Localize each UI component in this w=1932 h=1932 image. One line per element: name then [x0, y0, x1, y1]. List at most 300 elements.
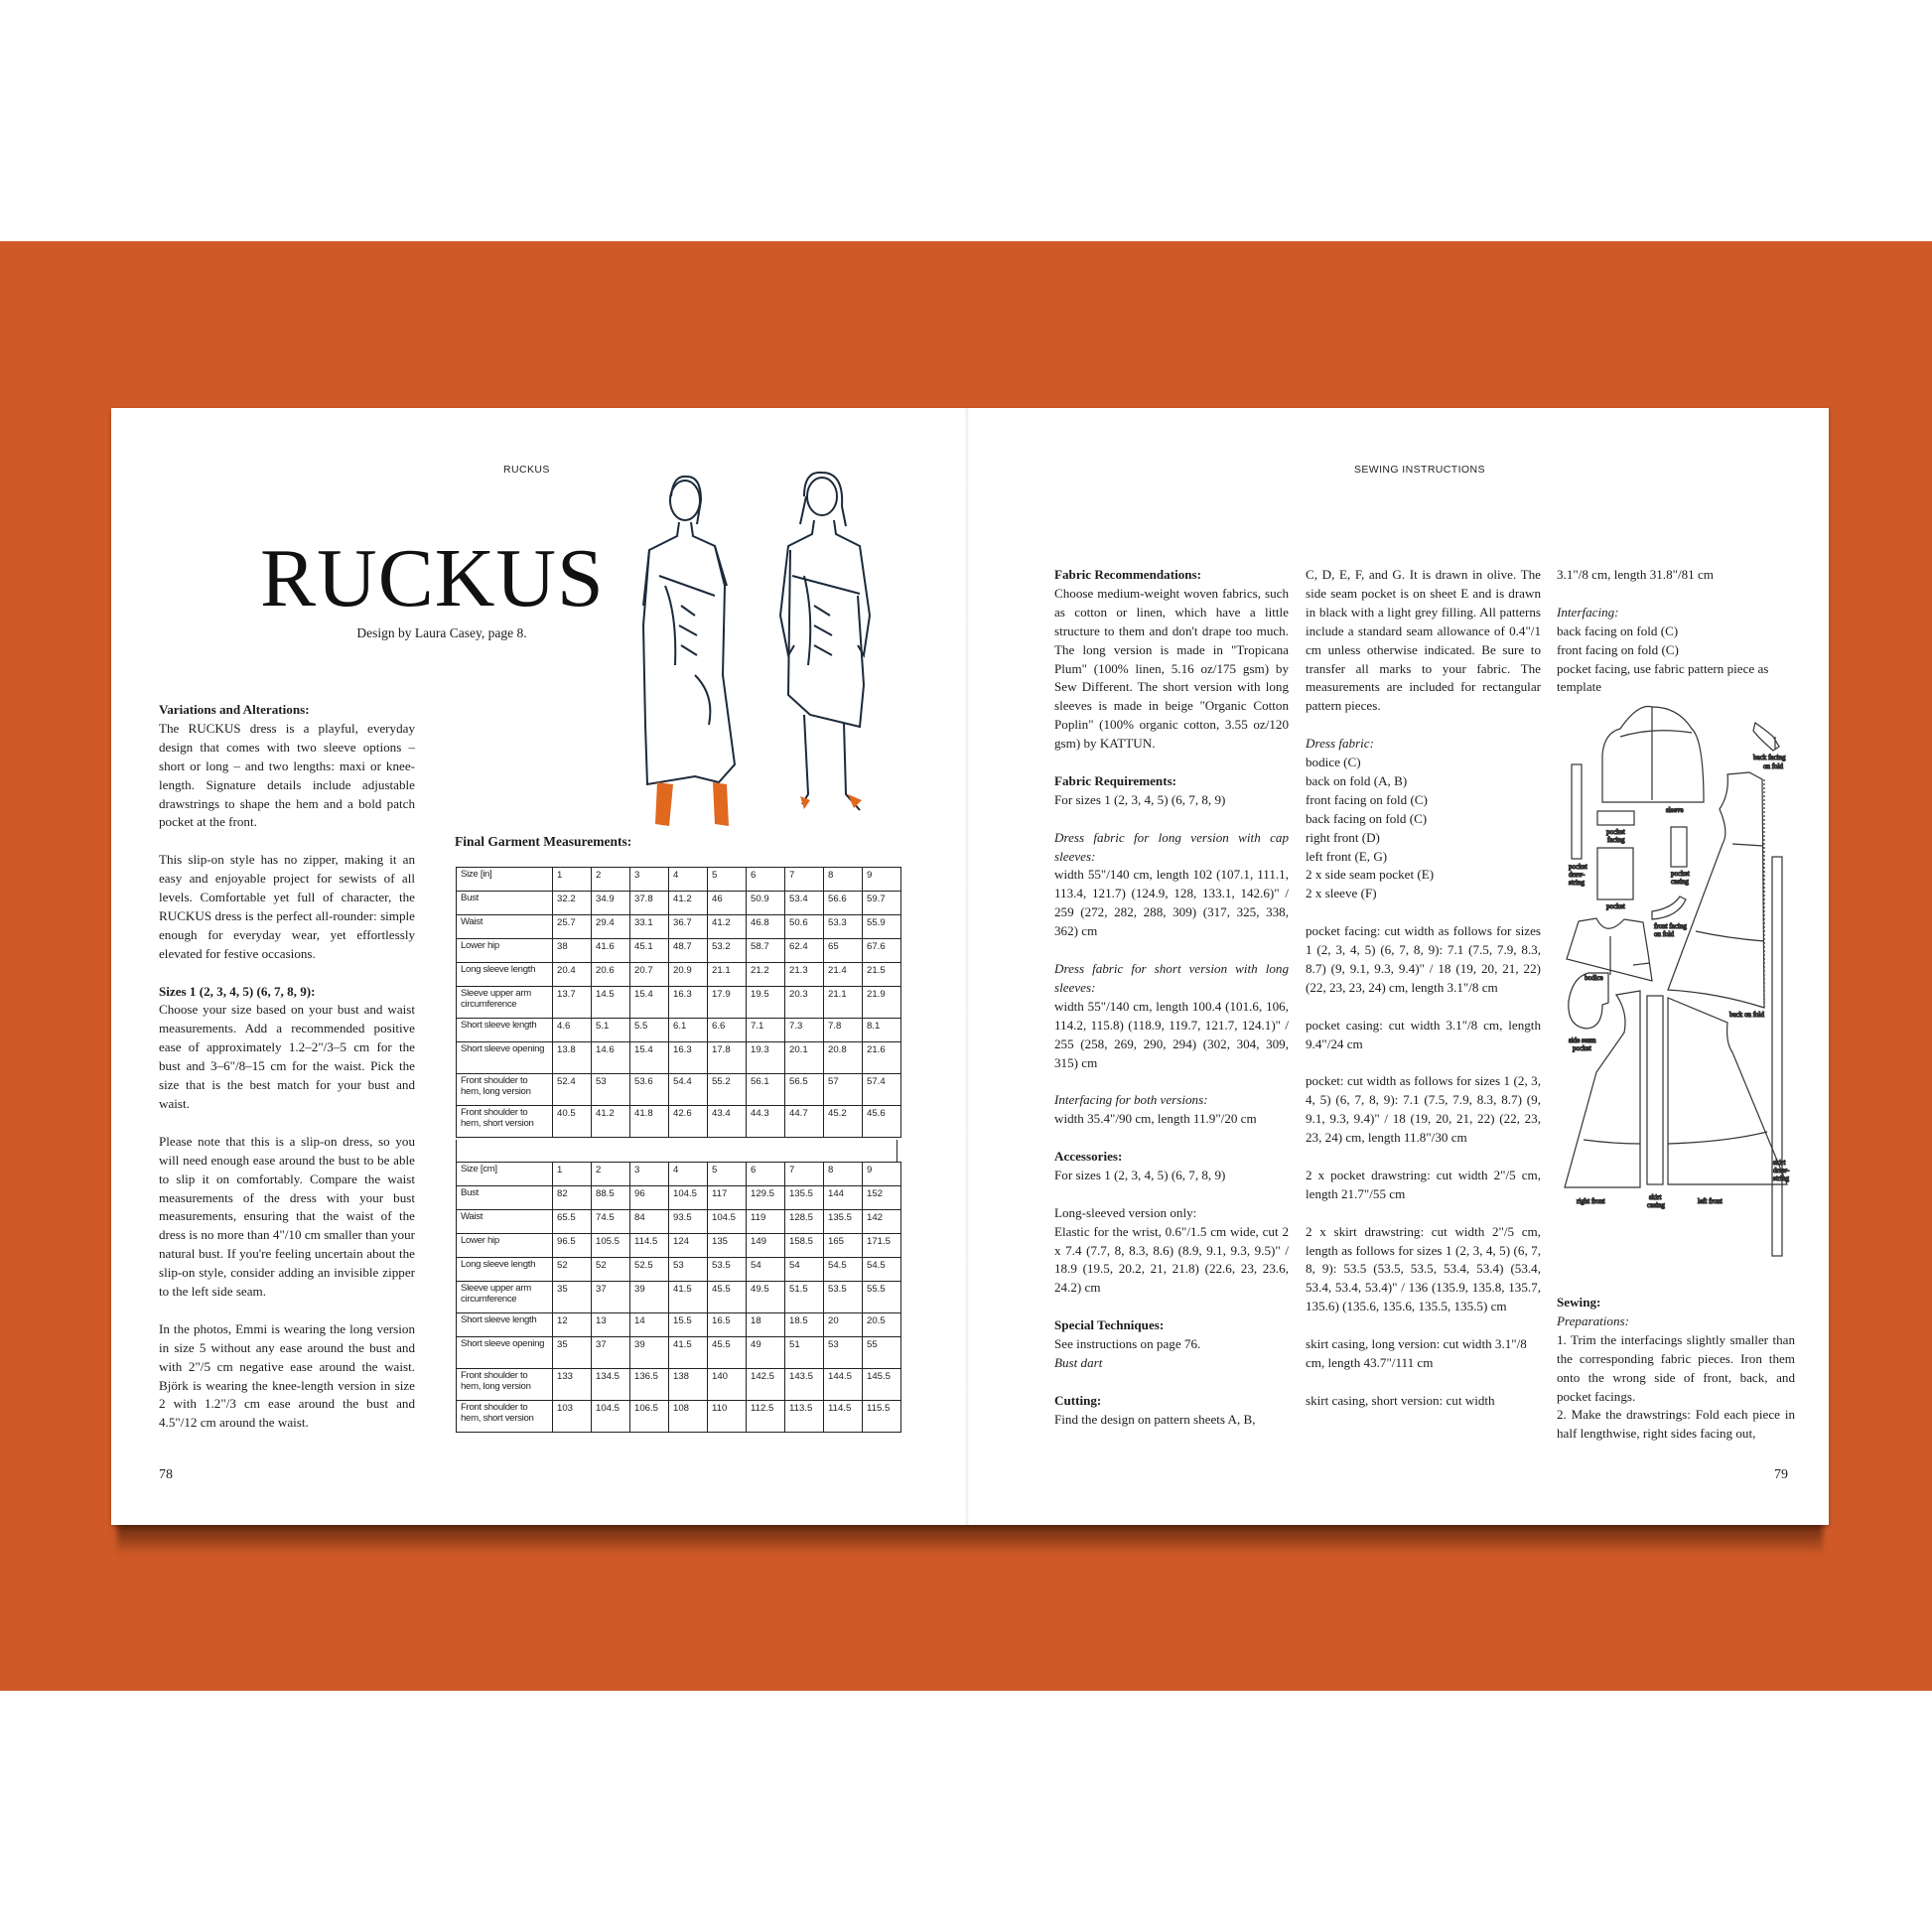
- sizes-paragraph-1: Choose your size based on your bust and waist measurements. Add a recommended positive ease of approximately 1.2–2"/3–5 cm for the bust and 3–6"/8–15 cm for the waist. Pick the size that is the best match for your bust and waist.: [159, 1002, 415, 1111]
- cutting-text-1: Find the design on pattern sheets A, B,: [1054, 1411, 1256, 1427]
- table-size-header: 3: [630, 868, 669, 892]
- table-cell: 53.3: [824, 915, 863, 939]
- measurements-table-cm: [456, 1162, 901, 1433]
- table-cell: 21.9: [863, 987, 901, 1019]
- table-cell: 14: [630, 1313, 669, 1337]
- interfacing-label: Interfacing:: [1557, 604, 1619, 620]
- fabric-rec-text: Choose medium-weight woven fabrics, such as cotton or linen, which have a little structure to them and don't drape too much. The long version is made in "Tropicana Plum" (100% linen, 5.16 oz/175 gsm) by Sew Different. The short version with long sleeves is made in beige "Organic Cotton Poplin" (100% organic cotton, 3.55 oz/120 gsm) by KATTUN.: [1054, 585, 1289, 752]
- table-cell: 20.8: [824, 1042, 863, 1074]
- table-cell: 104.5: [669, 1186, 708, 1210]
- table-cell: 4.6: [553, 1019, 592, 1042]
- table-cell: 113.5: [785, 1401, 824, 1433]
- table-cell: 65: [824, 939, 863, 963]
- label-skirt-drawstring-2: draw-: [1773, 1167, 1790, 1174]
- table-cell: 54: [785, 1258, 824, 1282]
- table-cell: 53: [669, 1258, 708, 1282]
- running-head-left: RUCKUS: [503, 464, 550, 476]
- table-row-label: Short sleeve opening: [457, 1337, 553, 1369]
- table-cell: 20: [824, 1313, 863, 1337]
- table-cell: 14.6: [592, 1042, 630, 1074]
- accessories-heading: Accessories:: [1054, 1149, 1123, 1165]
- label-bodice: bodice: [1585, 974, 1603, 982]
- special-heading: Special Techniques:: [1054, 1317, 1165, 1333]
- table-spacer-row: [456, 1140, 897, 1162]
- table-cell: 41.2: [592, 1106, 630, 1138]
- sizes-heading: Sizes 1 (2, 3, 4, 5) (6, 7, 8, 9):: [159, 983, 316, 999]
- label-side-seam-pocket-2: pocket: [1573, 1044, 1591, 1052]
- table-row: [457, 1258, 901, 1282]
- table-cell: 15.4: [630, 1042, 669, 1074]
- table-cell: 45.2: [824, 1106, 863, 1138]
- table-cell: 129.5: [747, 1186, 785, 1210]
- interfacing-item: pocket facing, use fabric pattern piece as template: [1557, 660, 1769, 695]
- table-cell: 93.5: [669, 1210, 708, 1234]
- table-size-header: 2: [592, 1163, 630, 1186]
- table-cell: 20.6: [592, 963, 630, 987]
- table-cell: 33.1: [630, 915, 669, 939]
- skirt-casing-short-text-1: skirt casing, short version: cut width: [1306, 1392, 1495, 1408]
- table-cell: 171.5: [863, 1234, 901, 1258]
- table-cell: 56.6: [824, 892, 863, 915]
- table-cell: 152: [863, 1186, 901, 1210]
- table-size-header: 9: [863, 1163, 901, 1186]
- label-side-seam-pocket: side seam: [1569, 1036, 1596, 1044]
- table-row-label: Sleeve upper arm circumference: [457, 987, 553, 1019]
- dress-fabric-item: 2 x sleeve (F): [1306, 886, 1377, 901]
- table-cell: 45.1: [630, 939, 669, 963]
- table-cell: 15.4: [630, 987, 669, 1019]
- table-cell: 140: [708, 1369, 747, 1401]
- special-text: See instructions on page 76.: [1054, 1336, 1201, 1352]
- table-row: [457, 1106, 901, 1138]
- dress-fabric-item: back facing on fold (C): [1306, 810, 1428, 826]
- dress-fabric-item: 2 x side seam pocket (E): [1306, 867, 1435, 883]
- sewing-section: [1557, 1294, 1795, 1462]
- preparations-label: Preparations:: [1557, 1312, 1629, 1328]
- table-cell: 21.5: [863, 963, 901, 987]
- long-sleeved-only: Long-sleeved version only:: [1054, 1204, 1197, 1220]
- table-cell: 32.2: [553, 892, 592, 915]
- table-cell: 54.4: [669, 1074, 708, 1106]
- sewing-step-1: 1. Trim the interfacings slightly smaller than the corresponding fabric pieces. Iron them onto the wrong side of front, back, and pocket facings.: [1557, 1331, 1795, 1404]
- page-number-right: 79: [1774, 1467, 1788, 1482]
- piece-right-front: [1565, 991, 1640, 1187]
- label-back-on-fold: back on fold: [1729, 1011, 1764, 1019]
- variations-paragraph-2: This slip-on style has no zipper, making it an easy and enjoyable project for sewists of all levels. Comfortable yet full of character, the RUCKUS dress is the perfect all-rounder: simple enough for everyday wear, yet effortlessly elevated for festive occasions.: [159, 852, 415, 961]
- table-unit-header: Size [in]: [457, 868, 553, 892]
- table-cell: 19.5: [747, 987, 785, 1019]
- table-cell: 103: [553, 1401, 592, 1433]
- table-cell: 135: [708, 1234, 747, 1258]
- table-row: [457, 1313, 901, 1337]
- table-cell: 52.4: [553, 1074, 592, 1106]
- label-back-facing: back facing: [1753, 754, 1786, 761]
- label-skirt-drawstring: skirt: [1773, 1159, 1786, 1167]
- table-cell: 37.8: [630, 892, 669, 915]
- label-pocket-casing-2: casing: [1671, 878, 1689, 886]
- table-cell: 13.8: [553, 1042, 592, 1074]
- table-cell: 16.3: [669, 987, 708, 1019]
- table-cell: 114.5: [824, 1401, 863, 1433]
- table-size-header: 5: [708, 868, 747, 892]
- table-row-label: Short sleeve length: [457, 1313, 553, 1337]
- long-version-label: Dress fabric for long version with cap sleeves:: [1054, 829, 1289, 864]
- table-cell: 55: [863, 1337, 901, 1369]
- table-cell: 67.6: [863, 939, 901, 963]
- table-cell: 133: [553, 1369, 592, 1401]
- table-cell: 21.1: [708, 963, 747, 987]
- table-cell: 44.3: [747, 1106, 785, 1138]
- boot-right: [713, 782, 729, 826]
- piece-left-front: [1668, 998, 1787, 1184]
- table-cell: 37: [592, 1282, 630, 1313]
- fabric-req-text: For sizes 1 (2, 3, 4, 5) (6, 7, 8, 9): [1054, 791, 1226, 807]
- label-skirt-casing: skirt: [1649, 1193, 1662, 1201]
- magazine-shadow: [117, 1521, 1823, 1555]
- fabric-rec-heading: Fabric Recommendations:: [1054, 567, 1202, 582]
- table-cell: 38: [553, 939, 592, 963]
- table-cell: 41.5: [669, 1337, 708, 1369]
- piece-pocket-casing: [1671, 827, 1687, 867]
- table-cell: 143.5: [785, 1369, 824, 1401]
- table-cell: 7.8: [824, 1019, 863, 1042]
- dress-fabric-label: Dress fabric:: [1306, 736, 1374, 752]
- table-size-header: 8: [824, 868, 863, 892]
- table-size-header: 4: [669, 868, 708, 892]
- sizes-paragraph-2: Please note that this is a slip-on dress, so you will need enough ease around the bust to be able to slip it on comfortably. Compare the waist measurements of the dress with your bust measurements, ensuring that the waist of the dress is no more than 4"/10 cm smaller than your natural bust. If you're feeling uncertain about the slip-on style, consider adding an invisible zipper to the left side seam.: [159, 1133, 415, 1300]
- pocket-casing-text: pocket casing: cut width 3.1"/8 cm, length 9.4"/24 cm: [1306, 1017, 1541, 1051]
- table-cell: 56.1: [747, 1074, 785, 1106]
- table-cell: 104.5: [592, 1401, 630, 1433]
- table-cell: 6.6: [708, 1019, 747, 1042]
- label-pocket-drawstring-3: string: [1569, 879, 1585, 887]
- table-cell: 104.5: [708, 1210, 747, 1234]
- short-version-text: width 55"/140 cm, length 100.4 (101.6, 106, 114.2, 115.8) (118.9, 119.7, 121.7, 124.1)" / 255 (258, 269, 290, 294) (302, 304, 309, 315) cm: [1054, 998, 1289, 1070]
- table-cell: 46.8: [747, 915, 785, 939]
- table-cell: 56.5: [785, 1074, 824, 1106]
- interfacing-both-text: width 35.4"/90 cm, length 11.9"/20 cm: [1054, 1111, 1257, 1127]
- table-cell: 54: [747, 1258, 785, 1282]
- table-cell: 7.3: [785, 1019, 824, 1042]
- right-column-3: [1557, 566, 1795, 716]
- piece-pocket-facing: [1597, 811, 1634, 825]
- table-cell: 19.3: [747, 1042, 785, 1074]
- elastic-text: Elastic for the wrist, 0.6"/1.5 cm wide, cut 2 x 7.4 (7.7, 8, 8.3, 8.6) (8.9, 9.1, 9.3, 9.5)" / 18.9 (19.5, 20.2, 21, 21.8) (22.6, 23, 23.6, 24.2) cm: [1054, 1223, 1289, 1296]
- table-header-row: [457, 1163, 901, 1186]
- table-row-label: Sleeve upper arm circumference: [457, 1282, 553, 1313]
- table-row: [457, 939, 901, 963]
- table-cell: 41.5: [669, 1282, 708, 1313]
- table-cell: 55.5: [863, 1282, 901, 1313]
- table-cell: 35: [553, 1282, 592, 1313]
- skirt-drawstring-text: 2 x skirt drawstring: cut width 2"/5 cm, length as follows for sizes 1 (2, 3, 4, 5) (6, 7, 8, 9): 53.5 (53.5, 53.5, 53.4, 53.4) (53.4, 53.4, 53.4, 53.4)" / 136 (135.9, 135.8, 135.7, 135.6) (135.6, 135.6, 135.5, 135.5) cm: [1306, 1223, 1541, 1314]
- table-cell: 16.5: [708, 1313, 747, 1337]
- label-sleeve: sleeve: [1666, 806, 1684, 814]
- label-skirt-drawstring-3: string: [1773, 1174, 1789, 1182]
- table-cell: 41.2: [708, 915, 747, 939]
- table-cell: 108: [669, 1401, 708, 1433]
- table-cell: 48.7: [669, 939, 708, 963]
- table-cell: 5.5: [630, 1019, 669, 1042]
- table-row: [457, 1074, 901, 1106]
- page-number-left: 78: [159, 1467, 173, 1482]
- table-cell: 16.3: [669, 1042, 708, 1074]
- table-row: [457, 1401, 901, 1433]
- table-row-label: Front shoulder to hem, short version: [457, 1401, 553, 1433]
- label-pocket-drawstring-2: draw-: [1569, 871, 1586, 879]
- table-row: [457, 963, 901, 987]
- table-row-label: Bust: [457, 892, 553, 915]
- table-cell: 144.5: [824, 1369, 863, 1401]
- table-cell: 53.5: [824, 1282, 863, 1313]
- table-row: [457, 1210, 901, 1234]
- table-cell: 15.5: [669, 1313, 708, 1337]
- label-pocket: pocket: [1606, 902, 1625, 910]
- table-cell: 53: [824, 1337, 863, 1369]
- table-cell: 41.2: [669, 892, 708, 915]
- table-cell: 54.5: [863, 1258, 901, 1282]
- measurements-table-inches: [456, 867, 901, 1138]
- label-pocket-facing: pocket: [1606, 828, 1625, 836]
- accessories-text: For sizes 1 (2, 3, 4, 5) (6, 7, 8, 9): [1054, 1167, 1226, 1182]
- table-row: [457, 1337, 901, 1369]
- label-skirt-casing-2: casing: [1647, 1201, 1665, 1209]
- table-cell: 117: [708, 1186, 747, 1210]
- shoe-right: [848, 794, 862, 808]
- variations-paragraph-1: The RUCKUS dress is a playful, everyday design that comes with two sleeve options – short or long – and two lengths: maxi or knee-length. Signature details include adjustable drawstrings to shape the hem and a bold patch pocket at the front.: [159, 720, 415, 830]
- table-size-header: 7: [785, 1163, 824, 1186]
- table-cell: 149: [747, 1234, 785, 1258]
- table-row-label: Lower hip: [457, 1234, 553, 1258]
- pocket-facing-text: pocket facing: cut width as follows for sizes 1 (2, 3, 4, 5) (6, 7, 8, 9): 7.1 (7.5, 7.9, 8.3, 8.7) (9, 9.1, 9.3, 9.4)" / 18 (19, 20, 21, 22) (22, 23, 23, 24) cm, length 3.1"/8 cm: [1306, 923, 1541, 995]
- table-cell: 96.5: [553, 1234, 592, 1258]
- table-cell: 52: [592, 1258, 630, 1282]
- table-row: [457, 1234, 901, 1258]
- table-cell: 119: [747, 1210, 785, 1234]
- table-cell: 52: [553, 1258, 592, 1282]
- table-cell: 13.7: [553, 987, 592, 1019]
- table-cell: 96: [630, 1186, 669, 1210]
- short-version-label: Dress fabric for short version with long sleeves:: [1054, 960, 1289, 995]
- table-cell: 37: [592, 1337, 630, 1369]
- table-cell: 34.9: [592, 892, 630, 915]
- label-front-facing-2: on fold: [1654, 930, 1675, 938]
- table-size-header: 9: [863, 868, 901, 892]
- table-cell: 53.5: [708, 1258, 747, 1282]
- magazine-spine: [965, 408, 969, 1525]
- table-cell: 106.5: [630, 1401, 669, 1433]
- table-cell: 20.9: [669, 963, 708, 987]
- table-cell: 49: [747, 1337, 785, 1369]
- table-row-label: Long sleeve length: [457, 1258, 553, 1282]
- table-row: [457, 892, 901, 915]
- interfacing-item: back facing on fold (C): [1557, 622, 1679, 638]
- table-cell: 35: [553, 1337, 592, 1369]
- table-cell: 51: [785, 1337, 824, 1369]
- running-head-right: SEWING INSTRUCTIONS: [1354, 464, 1485, 476]
- pattern-title: RUCKUS: [260, 532, 605, 624]
- table-cell: 57.4: [863, 1074, 901, 1106]
- table-cell: 128.5: [785, 1210, 824, 1234]
- table-cell: 49.5: [747, 1282, 785, 1313]
- interfacing-item: front facing on fold (C): [1557, 641, 1679, 657]
- table-cell: 82: [553, 1186, 592, 1210]
- table-cell: 55.9: [863, 915, 901, 939]
- table-cell: 14.5: [592, 987, 630, 1019]
- table-cell: 17.9: [708, 987, 747, 1019]
- table-cell: 134.5: [592, 1369, 630, 1401]
- table-cell: 54.5: [824, 1258, 863, 1282]
- pocket-drawstring-text: 2 x pocket drawstring: cut width 2"/5 cm, length 21.7"/55 cm: [1306, 1167, 1541, 1201]
- label-pocket-facing-2: facing: [1607, 836, 1625, 844]
- table-cell: 17.8: [708, 1042, 747, 1074]
- table-cell: 36.7: [669, 915, 708, 939]
- table-cell: 20.5: [863, 1313, 901, 1337]
- table-cell: 25.7: [553, 915, 592, 939]
- measurements-title: Final Garment Measurements:: [455, 834, 632, 849]
- table-row-label: Lower hip: [457, 939, 553, 963]
- table-row: [457, 1042, 901, 1074]
- table-cell: 8.1: [863, 1019, 901, 1042]
- table-size-header: 6: [747, 868, 785, 892]
- table-size-header: 7: [785, 868, 824, 892]
- table-cell: 145.5: [863, 1369, 901, 1401]
- label-right-front: right front: [1577, 1197, 1605, 1205]
- table-cell: 144: [824, 1186, 863, 1210]
- table-cell: 105.5: [592, 1234, 630, 1258]
- table-cell: 20.1: [785, 1042, 824, 1074]
- table-size-header: 1: [553, 868, 592, 892]
- sizes-paragraph-3: In the photos, Emmi is wearing the long version in size 5 without any ease around the bust and with 2"/5 cm negative ease around the waist. Björk is wearing the knee-length version in size 2 with 1.2"/3 cm ease around the bust and 4.5"/12 cm around the waist.: [159, 1320, 415, 1431]
- table-cell: 39: [630, 1282, 669, 1313]
- table-row: [457, 915, 901, 939]
- table-cell: 45.6: [863, 1106, 901, 1138]
- table-cell: 84: [630, 1210, 669, 1234]
- table-cell: 12: [553, 1313, 592, 1337]
- table-cell: 165: [824, 1234, 863, 1258]
- piece-skirt-drawstring: [1772, 857, 1782, 1256]
- dress-fabric-item: front facing on fold (C): [1306, 791, 1428, 807]
- table-cell: 21.6: [863, 1042, 901, 1074]
- table-cell: 136.5: [630, 1369, 669, 1401]
- table-cell: 59.7: [863, 892, 901, 915]
- piece-sleeve: [1602, 706, 1704, 802]
- table-cell: 57: [824, 1074, 863, 1106]
- long-version-text: width 55"/140 cm, length 102 (107.1, 111.1, 113.4, 121.7) (124.9, 128, 133.1, 142.6)" / 259 (272, 282, 288, 309) (317, 325, 338, 362) cm: [1054, 867, 1289, 939]
- pattern-layout-diagram: [1555, 701, 1793, 1297]
- table-cell: 115.5: [863, 1401, 901, 1433]
- table-cell: 53.4: [785, 892, 824, 915]
- table-cell: 20.7: [630, 963, 669, 987]
- piece-pocket-drawstring: [1572, 764, 1582, 859]
- table-header-row: [457, 868, 901, 892]
- table-row-label: Waist: [457, 1210, 553, 1234]
- skirt-casing-long-text: skirt casing, long version: cut width 3.1"/8 cm, length 43.7"/111 cm: [1306, 1336, 1527, 1370]
- byline: Design by Laura Casey, page 8.: [356, 625, 527, 640]
- table-size-header: 6: [747, 1163, 785, 1186]
- cutting-text-2: C, D, E, F, and G. It is drawn in olive. The side seam pocket is on sheet E and is drawn in black with a light grey filling. All patterns include a standard seam allowance of 0.4"/1 cm unless otherwise indicated. Be sure to transfer all marks to your fabric. The measurements are included for rectangular pattern pieces.: [1306, 567, 1541, 714]
- table-cell: 50.9: [747, 892, 785, 915]
- table-cell: 45.5: [708, 1282, 747, 1313]
- table-cell: 114.5: [630, 1234, 669, 1258]
- table-size-header: 1: [553, 1163, 592, 1186]
- table-cell: 142.5: [747, 1369, 785, 1401]
- table-cell: 18: [747, 1313, 785, 1337]
- table-cell: 53.6: [630, 1074, 669, 1106]
- table-cell: 138: [669, 1369, 708, 1401]
- figure-long-dress: [643, 477, 735, 826]
- table-row-label: Waist: [457, 915, 553, 939]
- piece-front-facing: [1652, 897, 1686, 919]
- boot-left: [655, 782, 673, 826]
- dress-fabric-item: right front (D): [1306, 829, 1380, 845]
- table-cell: 42.6: [669, 1106, 708, 1138]
- piece-back-facing: [1753, 723, 1779, 751]
- table-cell: 40.5: [553, 1106, 592, 1138]
- table-cell: 7.1: [747, 1019, 785, 1042]
- table-row-label: Front shoulder to hem, short version: [457, 1106, 553, 1138]
- table-row: [457, 1019, 901, 1042]
- table-row: [457, 1369, 901, 1401]
- table-row: [457, 1186, 901, 1210]
- table-cell: 52.5: [630, 1258, 669, 1282]
- table-cell: 65.5: [553, 1210, 592, 1234]
- table-cell: 53: [592, 1074, 630, 1106]
- table-cell: 29.4: [592, 915, 630, 939]
- label-front-facing: front facing: [1654, 922, 1687, 930]
- figure-short-dress: [780, 473, 870, 810]
- table-cell: 41.8: [630, 1106, 669, 1138]
- table-unit-header: Size [cm]: [457, 1163, 553, 1186]
- table-row-label: Short sleeve length: [457, 1019, 553, 1042]
- table-row-label: Front shoulder to hem, long version: [457, 1369, 553, 1401]
- table-cell: 6.1: [669, 1019, 708, 1042]
- table-row: [457, 1282, 901, 1313]
- table-cell: 62.4: [785, 939, 824, 963]
- table-cell: 46: [708, 892, 747, 915]
- table-cell: 51.5: [785, 1282, 824, 1313]
- table-size-header: 4: [669, 1163, 708, 1186]
- label-pocket-drawstring: pocket: [1569, 863, 1587, 871]
- table-cell: 44.7: [785, 1106, 824, 1138]
- table-size-header: 3: [630, 1163, 669, 1186]
- table-row-label: Long sleeve length: [457, 963, 553, 987]
- table-row: [457, 987, 901, 1019]
- table-cell: 21.1: [824, 987, 863, 1019]
- table-cell: 112.5: [747, 1401, 785, 1433]
- table-cell: 58.7: [747, 939, 785, 963]
- table-cell: 41.6: [592, 939, 630, 963]
- table-cell: 135.5: [785, 1186, 824, 1210]
- fabric-req-heading: Fabric Requirements:: [1054, 772, 1177, 788]
- label-left-front: left front: [1698, 1197, 1723, 1205]
- table-cell: 20.3: [785, 987, 824, 1019]
- cutting-heading: Cutting:: [1054, 1392, 1102, 1408]
- right-column-2: [1306, 566, 1541, 1430]
- dress-fabric-item: left front (E, G): [1306, 848, 1388, 864]
- label-pocket-casing: pocket: [1671, 870, 1690, 878]
- table-row-label: Short sleeve opening: [457, 1042, 553, 1074]
- table-cell: 142: [863, 1210, 901, 1234]
- sewing-step-2: 2. Make the drawstrings: Fold each piece in half lengthwise, right sides facing out,: [1557, 1407, 1795, 1442]
- pocket-text: pocket: cut width as follows for sizes 1 (2, 3, 4, 5) (6, 7, 8, 9): 7.1 (7.5, 7.9, 8.3, 8.7) (9, 9.1, 9.3, 9.4)" / 18 (19, 20, 21, 22) (22, 23, 23, 24) cm, length 11.8"/30 cm: [1306, 1073, 1541, 1146]
- table-cell: 43.4: [708, 1106, 747, 1138]
- table-cell: 45.5: [708, 1337, 747, 1369]
- variations-heading: Variations and Alterations:: [159, 702, 310, 717]
- table-cell: 21.4: [824, 963, 863, 987]
- table-cell: 88.5: [592, 1186, 630, 1210]
- label-back-facing-2: on fold: [1763, 762, 1784, 770]
